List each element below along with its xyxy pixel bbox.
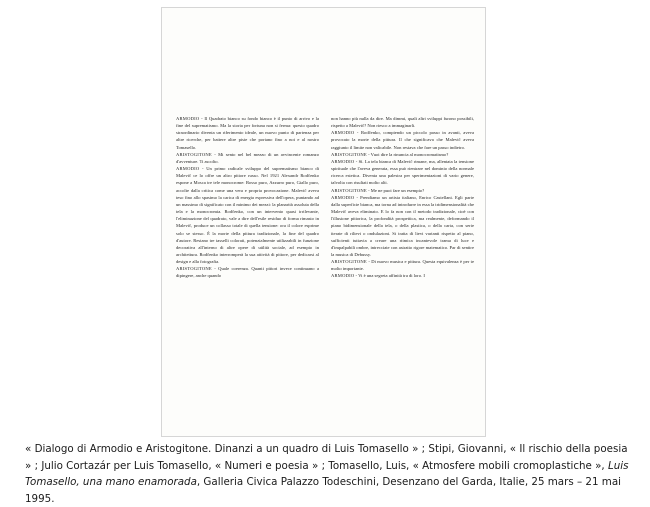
caption-text: « Dialogo di Armodio e Aristogitone. Dinanzi a un quadro di Luis Tomasello » ; Stipi, Giovanni, « Il rischio della poesia » ; Julio Cortazár per Luis Tomasello, « Numeri e poesia » ; Tomasello, Luis, « Atmosfere mobili cromoplastiche », (25, 443, 628, 472)
dialogue-text: - Vuoi dire la rinuncia al monocromatismo? (366, 151, 449, 157)
dialogue-paragraph (176, 151, 319, 165)
dialogue-text: - Quale coerenza. Quanti pittori invece continuano a dipingere, anche quando (176, 266, 319, 279)
dialogue-paragraph (331, 115, 474, 129)
dialogue-text: - Sì. La tela bianca di Malevič rimane, ma, allentata la tensione spirituale che l'aveva generata, essa può rientrare nel dominio della normale ricerca estetica. Diventa una palestra per sperimentazioni di vario genere, talvolta con risultati molto alti. (331, 158, 474, 186)
speaker-name: ARMODIO (176, 166, 200, 172)
speaker-name: ARISTOGITONE (331, 259, 367, 265)
dialogue-paragraph (176, 165, 319, 265)
caption-publication: , Galleria Civica Palazzo Todeschini, Desenzano del Garda, Italie, 25 mars – 21 mai 1995. (25, 476, 621, 505)
dialogue-paragraph (176, 265, 319, 279)
dialogue-text: non hanno più nulla da dire. Ma dimmi, quali altri sviluppi furono possibili, rispetto a Malevič? Non riesco a immaginarli. (331, 116, 474, 129)
dialogue-text: - Di nuovo musica e pittura. Questa equivalenza è per te molto importante. (331, 259, 474, 272)
dialogue-paragraph (331, 151, 474, 158)
speaker-name: ARISTOGITONE (176, 266, 212, 272)
text-columns (176, 115, 474, 437)
speaker-name: ARISTOGITONE (176, 151, 212, 157)
dialogue-text: - Prendiamo un artista italiano, Enrico Castellani. Egli parte dalla superficie bianca, ma torna ad introdurre in essa la tridimensionalità che Malevič aveva eliminato. E lo fa non con il metodo tradizionale, cioè con l'illusione pittorica, la profondità prospettica, ma realmente, deformando il piano bidimensionale della tela, o della plastica, o della carta, con serie iterate di rilievi o ondulazioni. Si tratta di lievi varianti rispetto al piano, sufficienti tuttavia a creare una ritmica incantevole trama di luce e d'impalpabili ombre, intrecciate con astratto rigore matematico. Par di sentire la musica di Debussy. (331, 194, 474, 257)
dialogue-text: - Mi sento nel bel mezzo di un avvincente romanzo d'avventure. Ti ascolto. (176, 151, 319, 164)
speaker-name: ARISTOGITONE (331, 187, 367, 193)
speaker-name: ARMODIO (331, 158, 355, 164)
speaker-name: ARMODIO (331, 194, 355, 200)
dialogue-text: - Il Quadrato bianco su fondo bianco è il punto di arrivo e la fine del suprematismo. Ma la storia per fortuna non si ferma: questo quadro straordinario diventa un riferimento ideale, un nuovo punto di partenza per altre ricerche, per battere altre piste che portano fino a noi e al nostro Tomasello. (176, 116, 319, 150)
dialogue-text: - Me ne puoi fare un esempio? (366, 187, 425, 193)
dialogue-paragraph (331, 272, 474, 279)
dialogue-paragraph (331, 194, 474, 258)
caption-book-title: Luis Tomasello, una mano enamorada (25, 459, 629, 489)
speaker-name: ARISTOGITONE (331, 151, 367, 157)
speaker-name: ARMODIO (331, 273, 355, 279)
dialogue-paragraph (331, 158, 474, 187)
dialogue-text: - Un primo radicale sviluppo del suprematismo bianco di Malevič ce lo offre un altro pittore russo. Nel 1921 Alexandr Rodčenko espone a Mosca tre tele monocrome: Rosso puro, Azzurro puro, Giallo puro, accolte dalla critica come una vera e propria provocazione. Malevič aveva teso fino allo spasimo la carica di energia espressiva dell'opera, puntando ad un massimo di significato con il minimo dei mezzi: la planarità assoluta della tela e la monocromia. Rodčenko, con un intervento quasi irrilevante, l'eliminazione del quadrato, vale a dire dell'esile residuo di forma rimasto in Malevič, produce un collasso totale di quella tensione: ora il colore esprime solo se stesso. È la morte della pittura tradizionale, la fine del quadro d'autore. Restano tre tasselli colorati, potenzialmente utilizzabili in funzione decorativa all'interno di altre opere di utilità sociale, ad esempio in architettura. Rodčenko interromperà la sua attività di pittore, per dedicarsi al design e alla fotografia. (176, 166, 319, 265)
speaker-name: ARMODIO (176, 116, 200, 121)
image-caption (25, 441, 637, 507)
dialogue-paragraph (331, 187, 474, 194)
dialogue-paragraph (176, 115, 319, 151)
dialogue-paragraph (331, 129, 474, 150)
left-column (176, 115, 319, 437)
scanned-page (161, 7, 486, 437)
dialogue-paragraph (331, 258, 474, 272)
right-column (331, 115, 474, 437)
dialogue-text: - Vi è una segreta affinità tra di loro. I (354, 273, 425, 279)
speaker-name: ARMODIO (331, 130, 355, 136)
dialogue-text: - Rodčenko, compiendo un piccolo passo in avanti, aveva provocato la morte della pittura. Il che significava che Malevič aveva raggiunto il limite non valicabile. Non restava che fare un passo indietro. (331, 130, 474, 150)
